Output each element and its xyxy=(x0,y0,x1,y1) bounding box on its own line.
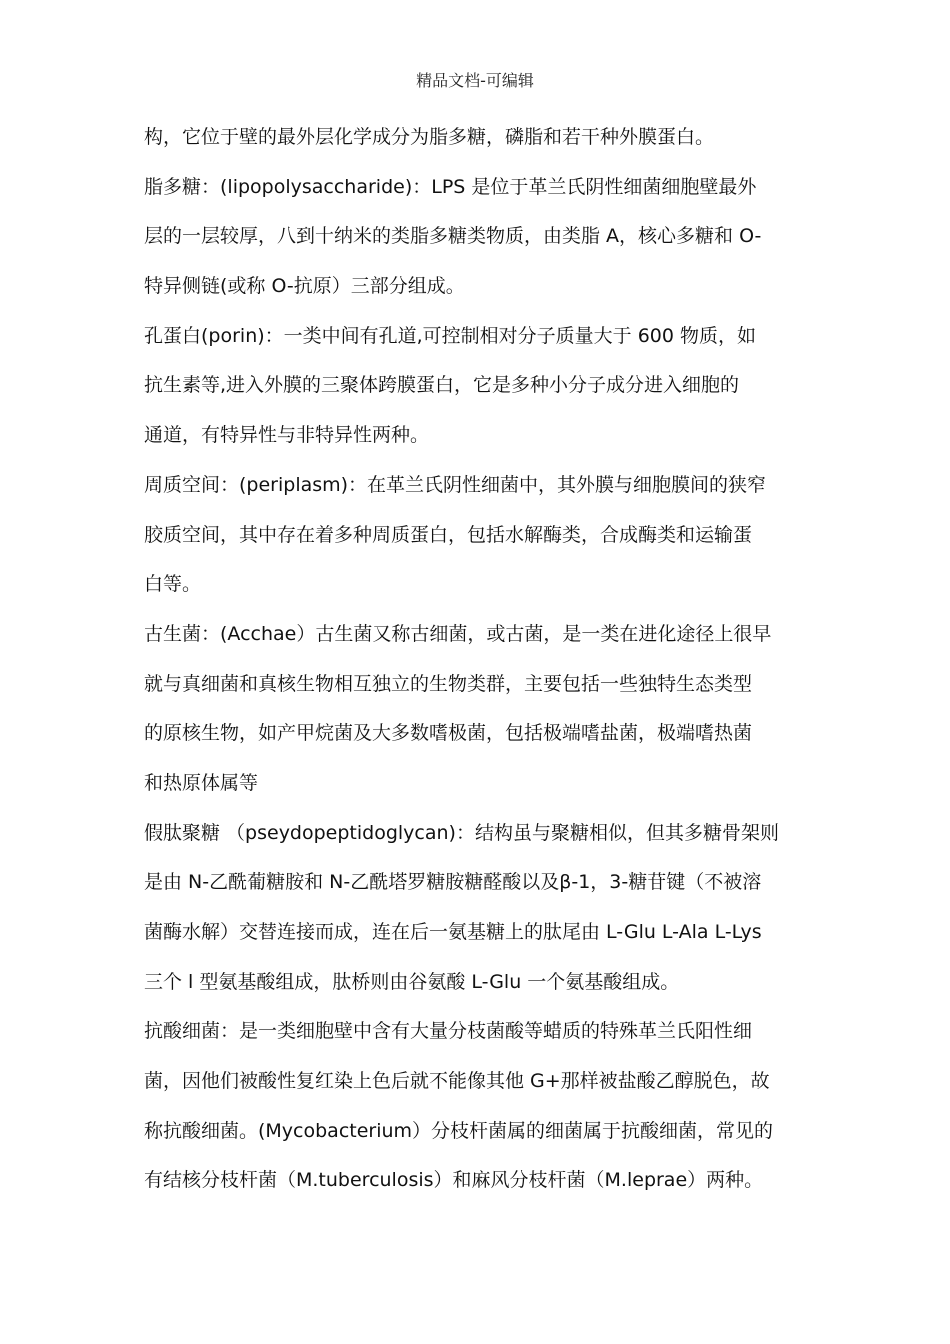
text-line: 抗生素等,进入外膜的三聚体跨膜蛋白，它是多种小分子成分进入细胞的 xyxy=(144,374,740,397)
text-line: 孔蛋白(porin)：一类中间有孔道,可控制相对分子质量大于 600 物质，如 xyxy=(144,324,757,347)
text-line: 胶质空间，其中存在着多种周质蛋白，包括水解酶类，合成酶类和运输蛋 xyxy=(144,523,753,546)
text-line: 就与真细菌和真核生物相互独立的生物类群，主要包括一些独特生态类型 xyxy=(144,672,753,695)
text-line: 三个 l 型氨基酸组成，肽桥则由谷氨酸 L-Glu 一个氨基酸组成。 xyxy=(144,970,680,993)
text-line: 是由 N-乙酰葡糖胺和 N-乙酰塔罗糖胺糖醛酸以及β-1，3-糖苷键（不被溶 xyxy=(144,871,762,894)
text-line: 假肽聚糖 （pseydopeptidoglycan)：结构虽与聚糖相似，但其多糖骨架则 xyxy=(144,821,779,844)
text-line: 称抗酸细菌。(Mycobacterium）分枝杆菌属的细菌属于抗酸细菌，常见的 xyxy=(144,1119,774,1142)
text-line: 层的一层较厚，八到十纳米的类脂多糖类物质，由类脂 A，核心多糖和 O- xyxy=(144,225,762,248)
text-line: 菌，因他们被酸性复红染上色后就不能像其他 G+那样被盐酸乙醇脱色，故 xyxy=(144,1070,770,1093)
text-line: 特异侧链(或称 O-抗原）三部分组成。 xyxy=(144,275,465,298)
page-header: 精品文档-可编辑 xyxy=(416,71,534,90)
text-line: 白等。 xyxy=(144,573,202,596)
text-line: 菌酶水解）交替连接而成，连在后一氨基糖上的肽尾由 L-Glu L-Ala L-Lys xyxy=(144,921,762,943)
text-line: 通道，有特异性与非特异性两种。 xyxy=(144,424,430,447)
document-body xyxy=(144,120,814,1213)
text-line: 周质空间：(periplasm)：在革兰氏阴性细菌中，其外膜与细胞膜间的狭窄 xyxy=(144,473,767,496)
text-line: 和热原体属等 xyxy=(144,771,259,794)
text-line: 古生菌：(Acchae）古生菌又称古细菌，或古菌，是一类在进化途径上很早 xyxy=(144,622,772,645)
text-line: 的原核生物，如产甲烷菌及大多数嗜极菌，包括极端嗜盐菌，极端嗜热菌 xyxy=(144,722,753,745)
text-line: 有结核分枝杆菌（M.tuberculosis）和麻风分枝杆菌（M.leprae）两种。 xyxy=(144,1169,764,1192)
text-line: 构，它位于壁的最外层化学成分为脂多糖，磷脂和若干种外膜蛋白。 xyxy=(144,126,715,148)
text-line: 抗酸细菌：是一类细胞壁中含有大量分枝菌酸等蜡质的特殊革兰氏阳性细 xyxy=(144,1020,753,1043)
text-line: 脂多糖：(lipopolysaccharide)：LPS 是位于革兰氏阴性细菌细胞壁最外 xyxy=(144,175,757,198)
